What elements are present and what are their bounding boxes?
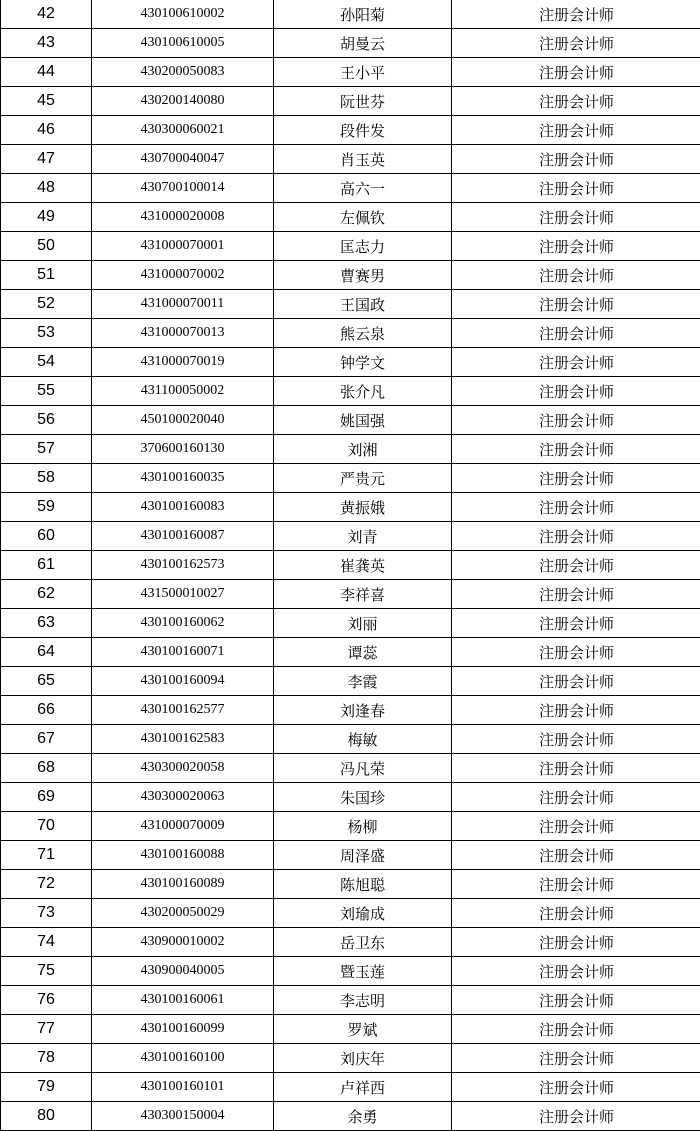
table-row xyxy=(1,319,700,348)
table-row xyxy=(1,116,700,145)
certificate-number-cell: 430100160099 xyxy=(92,1015,274,1044)
certificate-number-cell: 431000070011 xyxy=(92,290,274,319)
table-row xyxy=(1,58,700,87)
row-number-cell: 43 xyxy=(1,29,92,58)
person-name-cell: 姚国强 xyxy=(274,406,452,435)
row-number-cell: 61 xyxy=(1,551,92,580)
table-row xyxy=(1,609,700,638)
table-row xyxy=(1,87,700,116)
qualification-cell: 注册会计师 xyxy=(452,1044,700,1073)
certificate-number-cell: 431000070019 xyxy=(92,348,274,377)
row-number-cell: 65 xyxy=(1,667,92,696)
person-name-cell: 王国政 xyxy=(274,290,452,319)
person-name-cell: 谭蕊 xyxy=(274,638,452,667)
qualification-cell: 注册会计师 xyxy=(452,29,700,58)
table-row xyxy=(1,522,700,551)
person-name-cell: 周泽盛 xyxy=(274,841,452,870)
certificate-number-cell: 430700040047 xyxy=(92,145,274,174)
row-number-cell: 80 xyxy=(1,1102,92,1131)
table-row xyxy=(1,783,700,812)
person-name-cell: 刘青 xyxy=(274,522,452,551)
table-row xyxy=(1,812,700,841)
person-name-cell: 李霞 xyxy=(274,667,452,696)
person-name-cell: 刘丽 xyxy=(274,609,452,638)
person-name-cell: 阮世芬 xyxy=(274,87,452,116)
row-number-cell: 79 xyxy=(1,1073,92,1102)
table-row xyxy=(1,174,700,203)
certificate-number-cell: 430100160035 xyxy=(92,464,274,493)
table-row xyxy=(1,435,700,464)
row-number-cell: 56 xyxy=(1,406,92,435)
table-row xyxy=(1,1044,700,1073)
person-name-cell: 冯凡荣 xyxy=(274,754,452,783)
certificate-number-cell: 430100160101 xyxy=(92,1073,274,1102)
certificate-number-cell: 430300150004 xyxy=(92,1102,274,1131)
certificate-number-cell: 430200140080 xyxy=(92,87,274,116)
table-row xyxy=(1,464,700,493)
certificate-number-cell: 430200050029 xyxy=(92,899,274,928)
certificate-number-cell: 430100160100 xyxy=(92,1044,274,1073)
person-name-cell: 刘瑜成 xyxy=(274,899,452,928)
qualification-cell: 注册会计师 xyxy=(452,203,700,232)
certificate-number-cell: 431000070002 xyxy=(92,261,274,290)
table-row xyxy=(1,754,700,783)
person-name-cell: 刘湘 xyxy=(274,435,452,464)
person-name-cell: 李祥喜 xyxy=(274,580,452,609)
row-number-cell: 53 xyxy=(1,319,92,348)
table-row xyxy=(1,406,700,435)
certificate-number-cell: 431100050002 xyxy=(92,377,274,406)
qualification-cell: 注册会计师 xyxy=(452,290,700,319)
person-name-cell: 匡志力 xyxy=(274,232,452,261)
certificate-number-cell: 430700100014 xyxy=(92,174,274,203)
row-number-cell: 75 xyxy=(1,957,92,986)
table-body xyxy=(1,0,700,1131)
row-number-cell: 67 xyxy=(1,725,92,754)
certificate-number-cell: 430100160061 xyxy=(92,986,274,1015)
person-name-cell: 朱国珍 xyxy=(274,783,452,812)
certificate-number-cell: 431000070009 xyxy=(92,812,274,841)
qualification-cell: 注册会计师 xyxy=(452,1102,700,1131)
certificate-number-cell: 430100160088 xyxy=(92,841,274,870)
table-row xyxy=(1,0,700,29)
row-number-cell: 76 xyxy=(1,986,92,1015)
row-number-cell: 50 xyxy=(1,232,92,261)
table-row xyxy=(1,667,700,696)
table-row xyxy=(1,493,700,522)
table-row xyxy=(1,580,700,609)
table-row xyxy=(1,232,700,261)
row-number-cell: 71 xyxy=(1,841,92,870)
person-name-cell: 卢祥西 xyxy=(274,1073,452,1102)
qualification-cell: 注册会计师 xyxy=(452,1073,700,1102)
qualification-cell: 注册会计师 xyxy=(452,348,700,377)
row-number-cell: 73 xyxy=(1,899,92,928)
row-number-cell: 59 xyxy=(1,493,92,522)
row-number-cell: 54 xyxy=(1,348,92,377)
row-number-cell: 47 xyxy=(1,145,92,174)
table-row xyxy=(1,145,700,174)
row-number-cell: 77 xyxy=(1,1015,92,1044)
certificate-number-cell: 450100020040 xyxy=(92,406,274,435)
row-number-cell: 57 xyxy=(1,435,92,464)
table-row xyxy=(1,899,700,928)
certificate-number-cell: 430100160083 xyxy=(92,493,274,522)
row-number-cell: 72 xyxy=(1,870,92,899)
table-row xyxy=(1,29,700,58)
table-row xyxy=(1,203,700,232)
person-name-cell: 暨玉莲 xyxy=(274,957,452,986)
qualification-cell: 注册会计师 xyxy=(452,319,700,348)
certificate-number-cell: 430100610002 xyxy=(92,0,274,29)
certificate-number-cell: 430300060021 xyxy=(92,116,274,145)
certificate-number-cell: 430100160071 xyxy=(92,638,274,667)
certificate-number-cell: 370600160130 xyxy=(92,435,274,464)
qualification-cell: 注册会计师 xyxy=(452,232,700,261)
person-name-cell: 陈旭聪 xyxy=(274,870,452,899)
person-name-cell: 王小平 xyxy=(274,58,452,87)
person-name-cell: 岳卫东 xyxy=(274,928,452,957)
qualification-cell: 注册会计师 xyxy=(452,928,700,957)
person-name-cell: 段件发 xyxy=(274,116,452,145)
table-row xyxy=(1,870,700,899)
certificate-number-cell: 430100160087 xyxy=(92,522,274,551)
qualification-cell: 注册会计师 xyxy=(452,580,700,609)
person-name-cell: 张介凡 xyxy=(274,377,452,406)
person-name-cell: 黄振娥 xyxy=(274,493,452,522)
certificate-number-cell: 430100160062 xyxy=(92,609,274,638)
certificate-number-cell: 430100162577 xyxy=(92,696,274,725)
table-row xyxy=(1,551,700,580)
qualification-cell: 注册会计师 xyxy=(452,754,700,783)
certificate-number-cell: 430200050083 xyxy=(92,58,274,87)
certificate-number-cell: 430100162583 xyxy=(92,725,274,754)
row-number-cell: 48 xyxy=(1,174,92,203)
qualification-cell: 注册会计师 xyxy=(452,464,700,493)
row-number-cell: 58 xyxy=(1,464,92,493)
row-number-cell: 44 xyxy=(1,58,92,87)
certificate-number-cell: 430300020058 xyxy=(92,754,274,783)
table-row xyxy=(1,696,700,725)
row-number-cell: 74 xyxy=(1,928,92,957)
qualification-cell: 注册会计师 xyxy=(452,58,700,87)
row-number-cell: 60 xyxy=(1,522,92,551)
person-name-cell: 罗斌 xyxy=(274,1015,452,1044)
qualification-cell: 注册会计师 xyxy=(452,812,700,841)
qualification-cell: 注册会计师 xyxy=(452,87,700,116)
certificate-number-cell: 430900040005 xyxy=(92,957,274,986)
row-number-cell: 62 xyxy=(1,580,92,609)
row-number-cell: 64 xyxy=(1,638,92,667)
row-number-cell: 46 xyxy=(1,116,92,145)
qualification-cell: 注册会计师 xyxy=(452,261,700,290)
row-number-cell: 51 xyxy=(1,261,92,290)
table-row xyxy=(1,377,700,406)
person-name-cell: 孙阳菊 xyxy=(274,0,452,29)
certificate-number-cell: 430100162573 xyxy=(92,551,274,580)
qualification-cell: 注册会计师 xyxy=(452,116,700,145)
qualification-cell: 注册会计师 xyxy=(452,493,700,522)
person-name-cell: 曹赛男 xyxy=(274,261,452,290)
qualification-cell: 注册会计师 xyxy=(452,406,700,435)
table-row xyxy=(1,290,700,319)
qualification-cell: 注册会计师 xyxy=(452,0,700,29)
qualification-cell: 注册会计师 xyxy=(452,174,700,203)
table-row xyxy=(1,928,700,957)
certificate-number-cell: 431500010027 xyxy=(92,580,274,609)
person-name-cell: 严贵元 xyxy=(274,464,452,493)
qualification-cell: 注册会计师 xyxy=(452,609,700,638)
qualification-cell: 注册会计师 xyxy=(452,551,700,580)
person-name-cell: 刘逢春 xyxy=(274,696,452,725)
table-row xyxy=(1,1102,700,1131)
row-number-cell: 52 xyxy=(1,290,92,319)
qualification-cell: 注册会计师 xyxy=(452,667,700,696)
row-number-cell: 63 xyxy=(1,609,92,638)
table-row xyxy=(1,638,700,667)
row-number-cell: 70 xyxy=(1,812,92,841)
certificate-number-cell: 431000070013 xyxy=(92,319,274,348)
person-name-cell: 肖玉英 xyxy=(274,145,452,174)
person-name-cell: 余勇 xyxy=(274,1102,452,1131)
qualification-cell: 注册会计师 xyxy=(452,638,700,667)
qualification-cell: 注册会计师 xyxy=(452,696,700,725)
table-row xyxy=(1,957,700,986)
table-row xyxy=(1,1073,700,1102)
certificate-number-cell: 431000070001 xyxy=(92,232,274,261)
row-number-cell: 78 xyxy=(1,1044,92,1073)
table-row xyxy=(1,261,700,290)
certificate-number-cell: 430100160094 xyxy=(92,667,274,696)
qualification-cell: 注册会计师 xyxy=(452,725,700,754)
table-row xyxy=(1,348,700,377)
person-name-cell: 杨柳 xyxy=(274,812,452,841)
qualification-cell: 注册会计师 xyxy=(452,783,700,812)
person-name-cell: 高六一 xyxy=(274,174,452,203)
row-number-cell: 68 xyxy=(1,754,92,783)
table-row xyxy=(1,841,700,870)
person-name-cell: 左佩钦 xyxy=(274,203,452,232)
qualification-cell: 注册会计师 xyxy=(452,841,700,870)
certificate-number-cell: 430100160089 xyxy=(92,870,274,899)
person-name-cell: 胡曼云 xyxy=(274,29,452,58)
row-number-cell: 49 xyxy=(1,203,92,232)
certificate-number-cell: 430100610005 xyxy=(92,29,274,58)
qualification-cell: 注册会计师 xyxy=(452,435,700,464)
row-number-cell: 69 xyxy=(1,783,92,812)
row-number-cell: 55 xyxy=(1,377,92,406)
person-name-cell: 刘庆年 xyxy=(274,1044,452,1073)
certificate-number-cell: 430300020063 xyxy=(92,783,274,812)
qualification-cell: 注册会计师 xyxy=(452,1015,700,1044)
person-name-cell: 李志明 xyxy=(274,986,452,1015)
person-name-cell: 崔龚英 xyxy=(274,551,452,580)
row-number-cell: 66 xyxy=(1,696,92,725)
table-row xyxy=(1,986,700,1015)
qualification-cell: 注册会计师 xyxy=(452,377,700,406)
row-number-cell: 45 xyxy=(1,87,92,116)
qualification-cell: 注册会计师 xyxy=(452,957,700,986)
person-name-cell: 熊云泉 xyxy=(274,319,452,348)
qualification-cell: 注册会计师 xyxy=(452,870,700,899)
qualification-cell: 注册会计师 xyxy=(452,145,700,174)
table-row xyxy=(1,725,700,754)
qualification-cell: 注册会计师 xyxy=(452,522,700,551)
row-number-cell: 42 xyxy=(1,0,92,29)
qualification-cell: 注册会计师 xyxy=(452,899,700,928)
qualification-cell: 注册会计师 xyxy=(452,986,700,1015)
certificate-number-cell: 430900010002 xyxy=(92,928,274,957)
person-name-cell: 梅敏 xyxy=(274,725,452,754)
person-name-cell: 钟学文 xyxy=(274,348,452,377)
table-row xyxy=(1,1015,700,1044)
certificate-number-cell: 431000020008 xyxy=(92,203,274,232)
